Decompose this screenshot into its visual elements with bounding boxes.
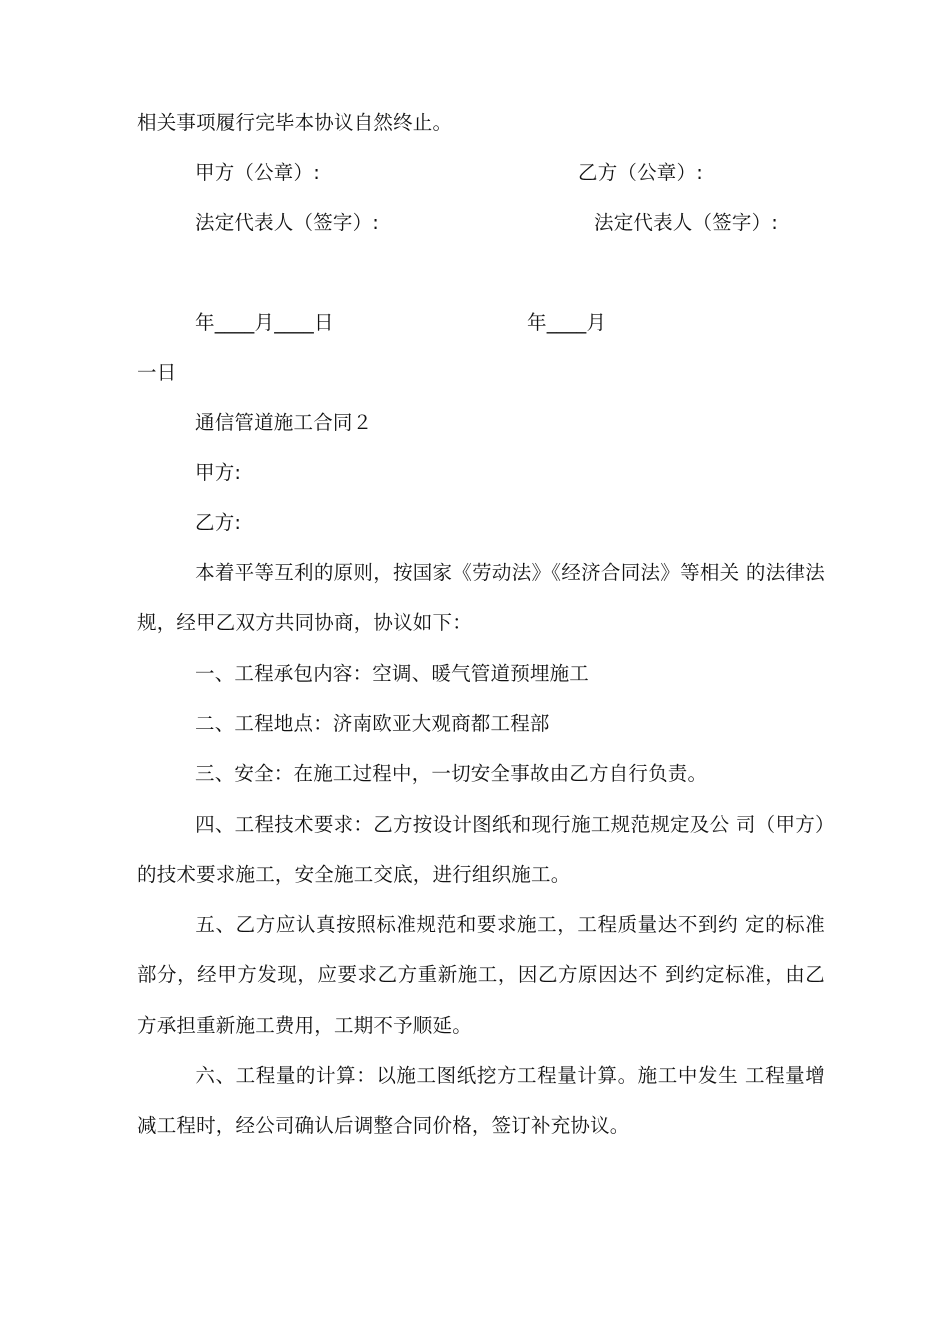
clause-4: 四、工程技术要求：乙方按设计图纸和现行施工规范规定及公 司（甲方）的技术要求施工，安全施工交底，进行组织施工。 [137, 813, 825, 887]
clause-3: 三、安全：在施工过程中，一切安全事故由乙方自行负责。 [195, 762, 708, 785]
party-a-representative-label: 法定代表人（签字）: [195, 211, 380, 234]
clause-5: 五、乙方应认真按照标准规范和要求施工，工程质量达不到约 定的标准部分，经甲方发现，应要求乙方重新施工，因乙方原因达不 到约定标准，由乙方承担重新施工费用，工期不予顺延。 [137, 913, 825, 1037]
party-b-seal-label: 乙方（公章）: [578, 161, 703, 184]
party-b-date-day: 一日 [137, 361, 177, 384]
clause-5-paragraph [137, 900, 825, 1051]
preamble-text: 本着平等互利的原则，按国家《劳动法》《经济合同法》等相关 的法律法规，经甲乙双方共同协商，协议如下： [137, 561, 825, 635]
party-a-seal-label: 甲方（公章）: [195, 161, 320, 184]
party-a-label: 甲方: [195, 461, 242, 484]
party-b-representative-label: 法定代表人（签字）: [594, 211, 779, 234]
party-b-date: 年____月 [527, 311, 607, 334]
clause-6-paragraph [137, 1051, 825, 1152]
clause-4-paragraph [137, 800, 825, 901]
clause-2: 二、工程地点：济南欧亚大观商都工程部 [195, 712, 550, 735]
contract-title: 通信管道施工合同２ [195, 411, 373, 434]
party-a-date: 年____月____日 [195, 311, 334, 334]
preamble-paragraph [137, 548, 825, 649]
clause-6: 六、工程量的计算：以施工图纸挖方工程量计算。施工中发生 工程量增减工程时，经公司确认后调整合同价格，签订补充协议。 [137, 1064, 825, 1138]
continuation-text: 相关事项履行完毕本协议自然终止。 [137, 111, 453, 134]
party-b-label: 乙方: [195, 511, 242, 534]
clause-1: 一、工程承包内容：空调、暖气管道预埋施工 [195, 662, 590, 685]
